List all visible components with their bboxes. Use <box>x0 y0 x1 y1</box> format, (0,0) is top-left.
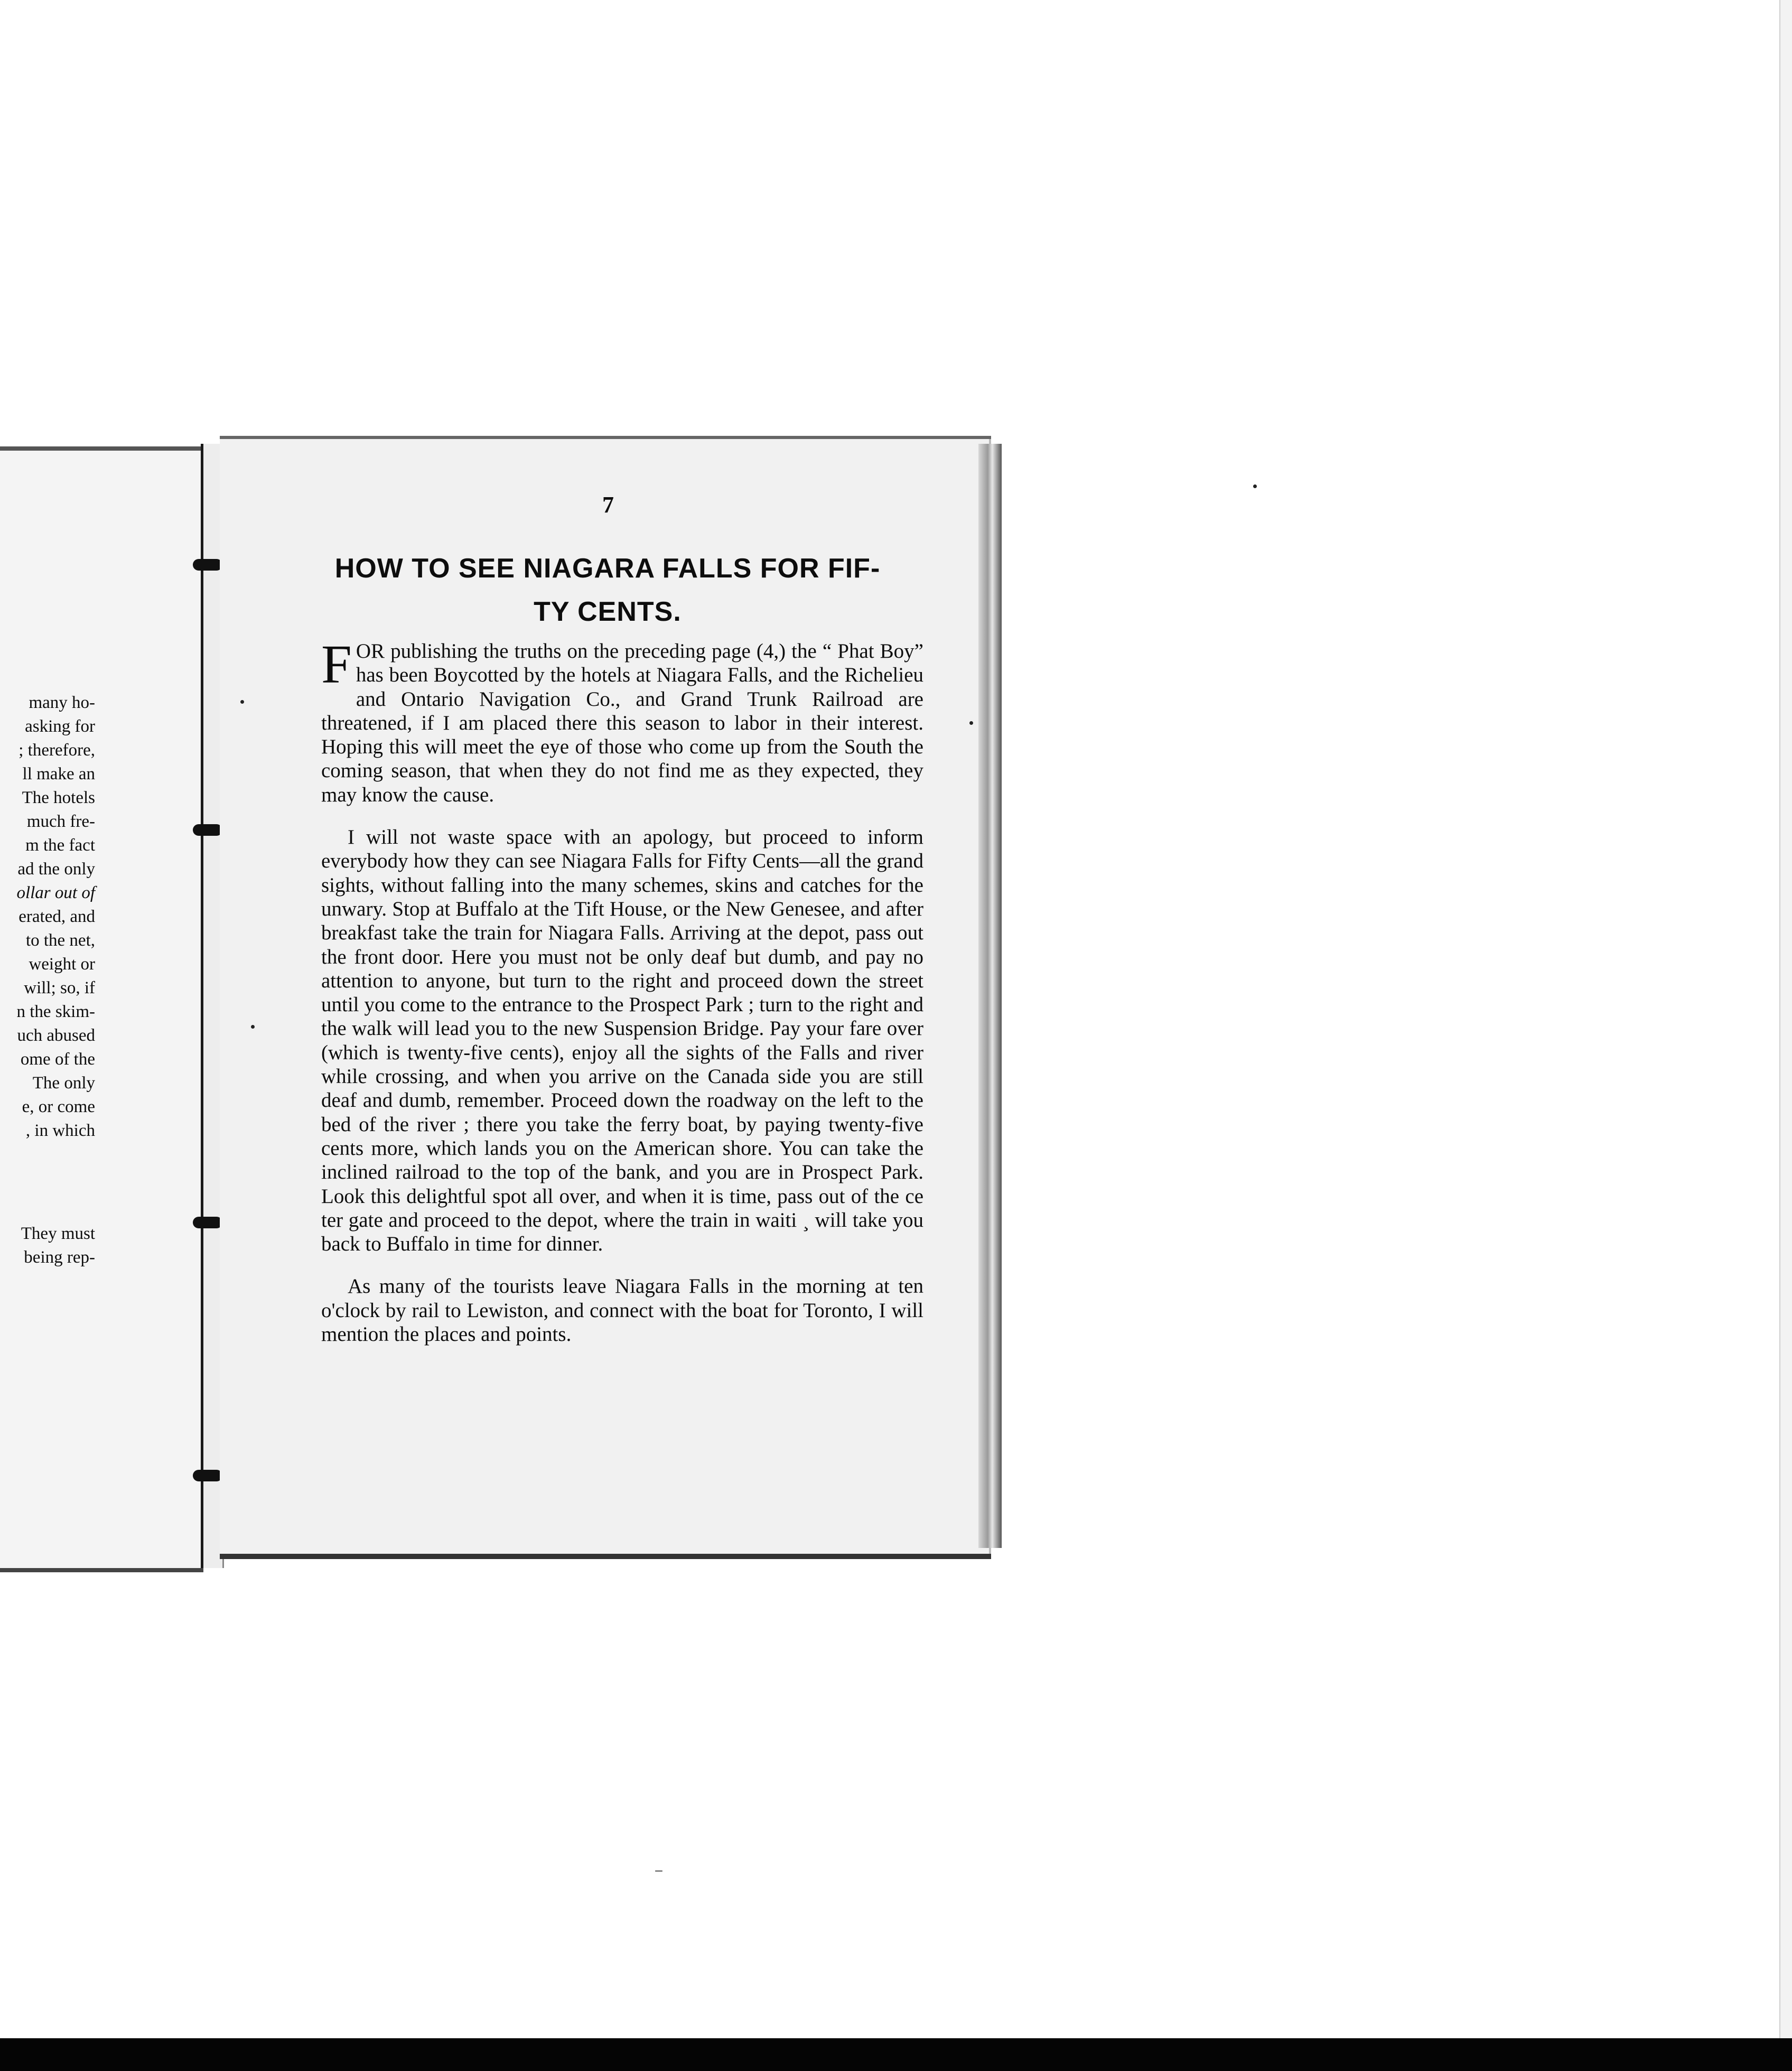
left-page <box>0 446 203 1572</box>
left-line: to the net, <box>25 931 95 950</box>
paragraph-1-text: OR publishing the truths on the preceding page (4,) the “ Phat Boy” has been Boycotted by the hotels at Niagara Falls, and the Richelieu and Ontario Navigation Co., and Grand Trunk Railroad are threatened, if I am placed there this season to labor in their interest. Hoping this will meet the eye of those who come up from the South the coming season, that when they do not find me as they expected, they may know the cause. <box>321 640 923 806</box>
left-page-text-top <box>0 691 95 1143</box>
scan-speck <box>969 721 973 725</box>
page-edge <box>978 444 1002 1548</box>
body-text <box>321 634 923 1365</box>
left-line: The hotels <box>22 788 95 807</box>
left-line: m the fact <box>25 836 95 855</box>
scan-speck <box>1253 484 1257 488</box>
left-line: e, or come <box>22 1097 95 1116</box>
page-number: 7 <box>602 492 614 518</box>
left-line: being rep- <box>24 1248 95 1267</box>
left-line: The only <box>32 1074 95 1093</box>
heading-line-2: TY CENTS. <box>534 596 682 627</box>
left-line: ; therefore, <box>18 741 95 760</box>
binding-stitch <box>193 1217 222 1228</box>
left-line: ome of the <box>20 1050 95 1069</box>
scan-right-edge <box>1779 0 1792 2039</box>
left-line: asking for <box>25 717 95 736</box>
scan-speck <box>655 1870 662 1872</box>
chapter-heading <box>296 547 919 633</box>
scan-bottom-border <box>0 2038 1792 2071</box>
left-line: will; so, if <box>24 978 95 997</box>
drop-cap: F <box>321 634 352 695</box>
left-line: erated, and <box>18 907 95 926</box>
left-line: many ho- <box>29 693 95 712</box>
left-line: weight or <box>29 955 95 974</box>
paragraph-1 <box>321 634 923 807</box>
paragraph-2: I will not waste space with an apology, but proceed to inform everybody how they can see Niagara Falls for Fifty Cents—all the grand sights, without falling into the many schemes, skins and catches for the unwary. Stop at Buffalo at the Tift House, or the New Genesee, and after breakfast take the train for Niagara Falls. Arriving at the depot, pass out the front door. Here you must not be only deaf but dumb, and pay no attention to anyone, but turn to the right and proceed down the street until you come to the entrance to the Prospect Park ; turn to the right and the walk will lead you to the new Suspension Bridge. Pay your fare over (which is twenty-five cents), enjoy all the sights of the Falls and river while crossing, and when you arrive on the Canada side you are still deaf and dumb, remember. Proceed down the roadway on the left to the bed of the river ; there you take the ferry boat, by paying twenty-five cents more, which lands you on the American shore. You can take the inclined railroad to the top of the bank, and you are in Prospect Park. Look this delightful spot all over, and when it is time, pass out of the ce ter gate and proceed to the depot, where the train in waiti ¸ will take you back to Buffalo in time for dinner. <box>321 826 923 1256</box>
left-line: ollar out of <box>16 883 95 902</box>
binding-stitch <box>193 1470 222 1481</box>
left-line: ad the only <box>17 860 95 879</box>
binding-stitch <box>193 559 222 571</box>
left-line: ll make an <box>22 764 95 783</box>
scan-speck <box>240 700 244 704</box>
paragraph-3: As many of the tourists leave Niagara Falls in the morning at ten o'clock by rail to Lewiston, and connect with the boat for Toronto, I will mention the places and points. <box>321 1275 923 1346</box>
left-line: much fre- <box>26 812 95 831</box>
left-line: , in which <box>25 1121 95 1140</box>
left-line: They must <box>21 1224 95 1243</box>
left-page-text-bottom <box>0 1222 95 1270</box>
left-line: n the skim- <box>16 1002 95 1021</box>
binding-stitch <box>193 824 222 836</box>
heading-line-1: HOW TO SEE NIAGARA FALLS FOR FIF- <box>334 553 881 584</box>
left-line: uch abused <box>17 1026 95 1045</box>
scan-speck <box>251 1025 255 1029</box>
